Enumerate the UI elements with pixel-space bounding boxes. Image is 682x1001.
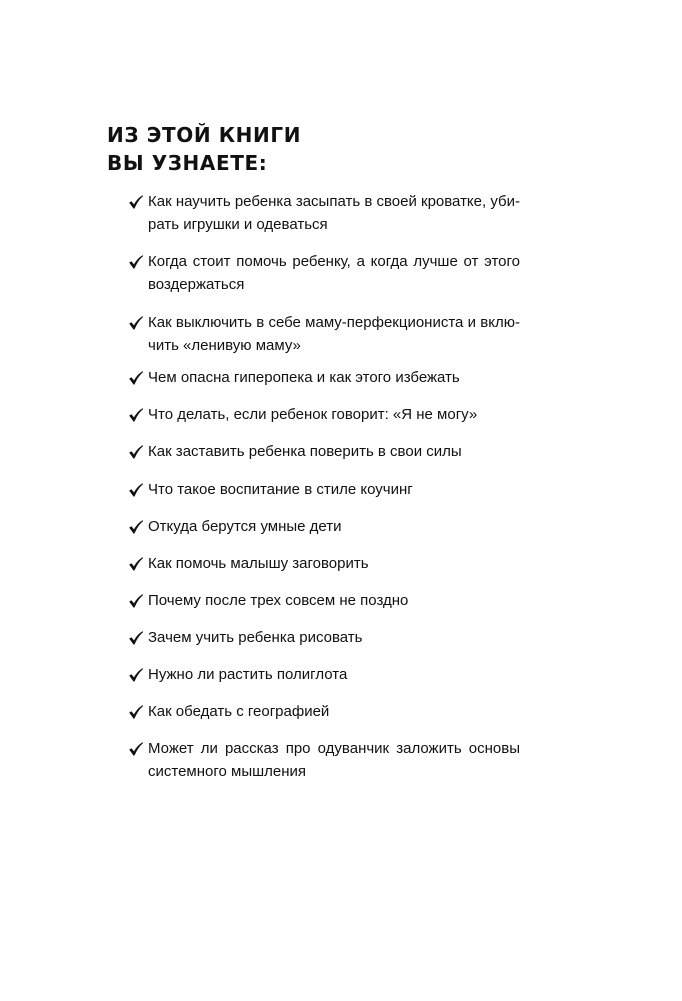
- list-item: [128, 250, 520, 296]
- list-item-line: Зачем учить ребенка рисовать: [148, 629, 363, 646]
- list-item-text: [148, 737, 520, 783]
- list-item-line: воздержаться: [148, 276, 245, 293]
- list-item-text: [148, 589, 520, 612]
- list-item-text: [148, 478, 520, 501]
- list-item-line: Что делать, если ребенок говорит: «Я не могу»: [148, 406, 478, 423]
- list-item-line: Как помочь малышу заговорить: [148, 555, 369, 572]
- list-item: [128, 552, 520, 575]
- checkmark-icon: [128, 741, 144, 757]
- list-item-text: [148, 250, 520, 296]
- list-item: [128, 478, 520, 501]
- list-item: [128, 626, 520, 649]
- list-item: [128, 663, 520, 686]
- checkmark-icon: [128, 593, 144, 609]
- list-item-line: рать игрушки и одеваться: [148, 216, 328, 233]
- list-item-text: [148, 626, 520, 649]
- checkmark-icon: [128, 315, 144, 331]
- list-item: [128, 440, 520, 463]
- list-item-line: Как заставить ребенка поверить в свои силы: [148, 443, 462, 460]
- checkmark-icon: [128, 254, 144, 270]
- list-item-text: [148, 190, 520, 236]
- list-item: [128, 403, 520, 426]
- checkmark-icon: [128, 407, 144, 423]
- list-item-line: Может ли рассказ про одуванчик заложить основы: [148, 740, 520, 757]
- list-item-line: чить «ленивую маму»: [148, 337, 301, 354]
- list-item: [128, 589, 520, 612]
- checkmark-icon: [128, 444, 144, 460]
- section-heading: [107, 121, 301, 177]
- checkmark-icon: [128, 704, 144, 720]
- list-item-line: Как обедать с географией: [148, 703, 330, 720]
- checkmark-icon: [128, 630, 144, 646]
- list-item: [128, 700, 520, 723]
- heading-line-2: ВЫ УЗНАЕТЕ:: [107, 151, 268, 175]
- list-item-text: [148, 366, 520, 389]
- list-item-line: Когда стоит помочь ребенку, а когда лучше от этого: [148, 253, 520, 270]
- list-item-text: [148, 515, 520, 538]
- list-item-text: [148, 552, 520, 575]
- list-item-line: Откуда берутся умные дети: [148, 518, 342, 535]
- list-item: [128, 366, 520, 389]
- list-item-line: Нужно ли растить полиглота: [148, 666, 348, 683]
- checkmark-icon: [128, 194, 144, 210]
- heading-line-1: ИЗ ЭТОЙ КНИГИ: [107, 123, 302, 147]
- list-item-line: Что такое воспитание в стиле коучинг: [148, 481, 413, 498]
- list-item-text: [148, 403, 520, 426]
- checkmark-icon: [128, 667, 144, 683]
- list-item-line: Чем опасна гиперопека и как этого избежать: [148, 369, 460, 386]
- list-item: [128, 311, 520, 357]
- list-item-text: [148, 440, 520, 463]
- list-item: [128, 737, 520, 783]
- checkmark-icon: [128, 482, 144, 498]
- list-item-text: [148, 700, 520, 723]
- list-item-line: Почему после трех совсем не поздно: [148, 592, 409, 609]
- list-item-text: [148, 663, 520, 686]
- list-item-text: [148, 311, 520, 357]
- list-item: [128, 190, 520, 236]
- checkmark-icon: [128, 370, 144, 386]
- list-item-line: системного мышления: [148, 763, 307, 780]
- checkmark-icon: [128, 556, 144, 572]
- list-item-line: Как научить ребенка засыпать в своей кроватке, уби-: [148, 193, 520, 210]
- list-item-line: Как выключить в себе маму-перфекциониста и вклю-: [148, 314, 520, 331]
- checkmark-icon: [128, 519, 144, 535]
- list-item: [128, 515, 520, 538]
